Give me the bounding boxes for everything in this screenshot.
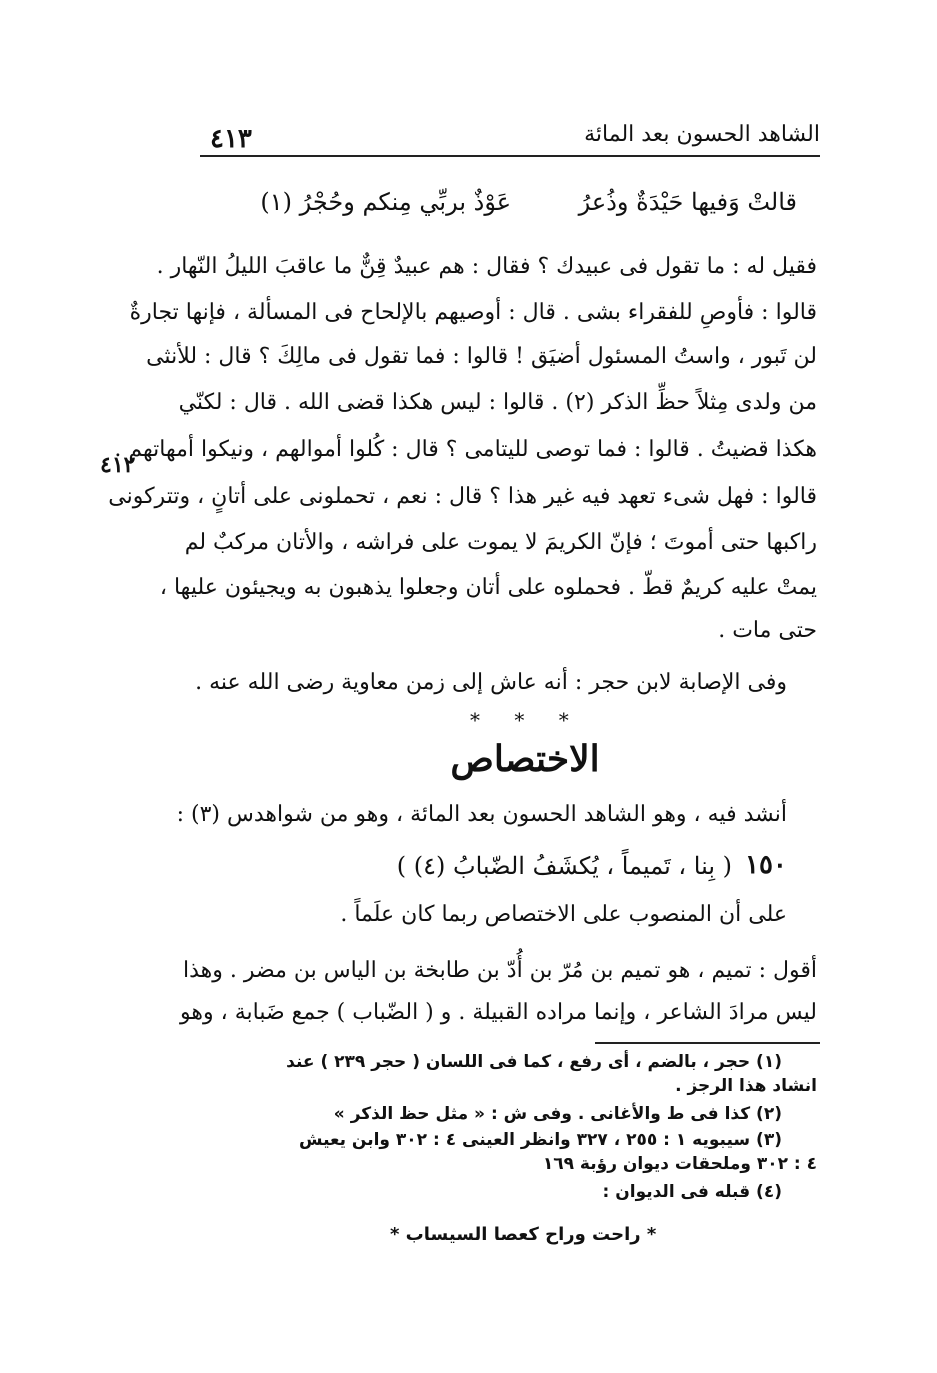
body-line: قالوا : فهل شىء تعهد فيه غير هذا ؟ قال : نعم ، تحملونى على أتانٍ ، وتتركونى bbox=[108, 484, 817, 509]
page-header bbox=[200, 122, 820, 156]
body-line: يمتْ عليه كريمٌ قطّ . فحملوه على أتان وجعلوا يذهبون به ويجيئون عليها ، bbox=[159, 575, 817, 600]
body-line: حتى مات . bbox=[718, 618, 817, 643]
body-line: من ولدى مِثلاً حظِّ الذكر (٢) . قالوا : ليس هكذا قضى الله . قال : لكنّي bbox=[178, 390, 817, 415]
body-line: على أن المنصوب على الاختصاص ربما كان علَماً . bbox=[340, 902, 787, 927]
footnote-verse: * راحت وراح كعصا السيساب * bbox=[390, 1224, 657, 1245]
section-divider-stars: * * * bbox=[470, 708, 583, 732]
body-line: لن تَبور ، واستُ المسئول أضيَق ! قالوا : فما تقول فى مالِكَ ؟ قال : للأنثى bbox=[146, 344, 817, 369]
quoted-verse: ( بِنا ، تَميماً ، يُكشَفُ الضّبابُ (٤) ) bbox=[396, 852, 732, 880]
body-line: هكذا قضيتُ . قالوا : فما توصى لليتامى ؟ قال : كُلوا أموالهم ، ونيكوا أمهاتهم . bbox=[114, 437, 817, 462]
footnote-continuation: ٤ : ٣٠٢ وملحقات ديوان رؤبة ١٦٩ bbox=[542, 1154, 817, 1174]
body-line: قالوا : فأوصِ للفقراء بشى . قال : أوصيهم بالإلحاح فى المسألة ، فإنها تجارةٌ bbox=[129, 300, 817, 325]
poetry-verse bbox=[260, 188, 797, 216]
side-page-number: ٤١٢ bbox=[100, 452, 136, 478]
verse-hemistich-1: قالتْ وَفيها حَيْدَةٌ وذُعرُ bbox=[578, 188, 797, 216]
isaba-line: وفى الإصابة لابن حجر : أنه عاش إلى زمن معاوية رضى الله عنه . bbox=[195, 670, 787, 695]
footnote: (٣) سيبويه ١ : ٢٥٥ ، ٣٢٧ وانظر العينى ٤ : ٣٠٢ وابن يعيش bbox=[299, 1130, 782, 1150]
footnote-rule bbox=[595, 1042, 820, 1044]
footnote: (١) حجر ، بالضم ، أى رفع ، كما فى اللسان ( حجر ٢٣٩ ) عند bbox=[286, 1052, 782, 1072]
body-line: أقول : تميم ، هو تميم بن مُرّ بن أُدّ بن طابخة بن الياس بن مضر . وهذا bbox=[183, 958, 817, 983]
body-line: ليس مرادَ الشاعر ، وإنما مراده القبيلة . و ( الضّباب ) جمع ضَبابة ، وهو bbox=[180, 1000, 817, 1025]
verse-hemistich-2: عَوْذٌ بربِّي مِنكم وحُجْرُ (١) bbox=[260, 188, 512, 216]
footnote: (٢) كذا فى ط والأغانى . وفى ش : « مثل حظ الذكر » bbox=[333, 1104, 782, 1124]
body-line: فقيل له : ما تقول فى عبيدك ؟ فقال : هم عبيدٌ قِنٌّ ما عاقبَ الليلُ النّهار . bbox=[156, 254, 817, 279]
page-number: ٤١٣ bbox=[210, 124, 252, 154]
footnote: (٤) قبله فى الديوان : bbox=[602, 1182, 782, 1202]
header-rule bbox=[200, 155, 820, 157]
footnote-continuation: انشاد هذا الرجز . bbox=[675, 1076, 817, 1096]
verse-number: ١٥٠ bbox=[745, 850, 787, 880]
intro-line: أنشد فيه ، وهو الشاهد الحسون بعد المائة ، وهو من شواهدس (٣) : bbox=[176, 802, 787, 827]
section-title: الاختصاص bbox=[450, 738, 600, 780]
body-line: راكبها حتى أموتَ ؛ فإنّ الكريمَ لا يموت على فراشه ، والأتان مركبٌ لم bbox=[184, 530, 817, 555]
running-title: الشاهد الحسون بعد المائة bbox=[584, 122, 820, 147]
